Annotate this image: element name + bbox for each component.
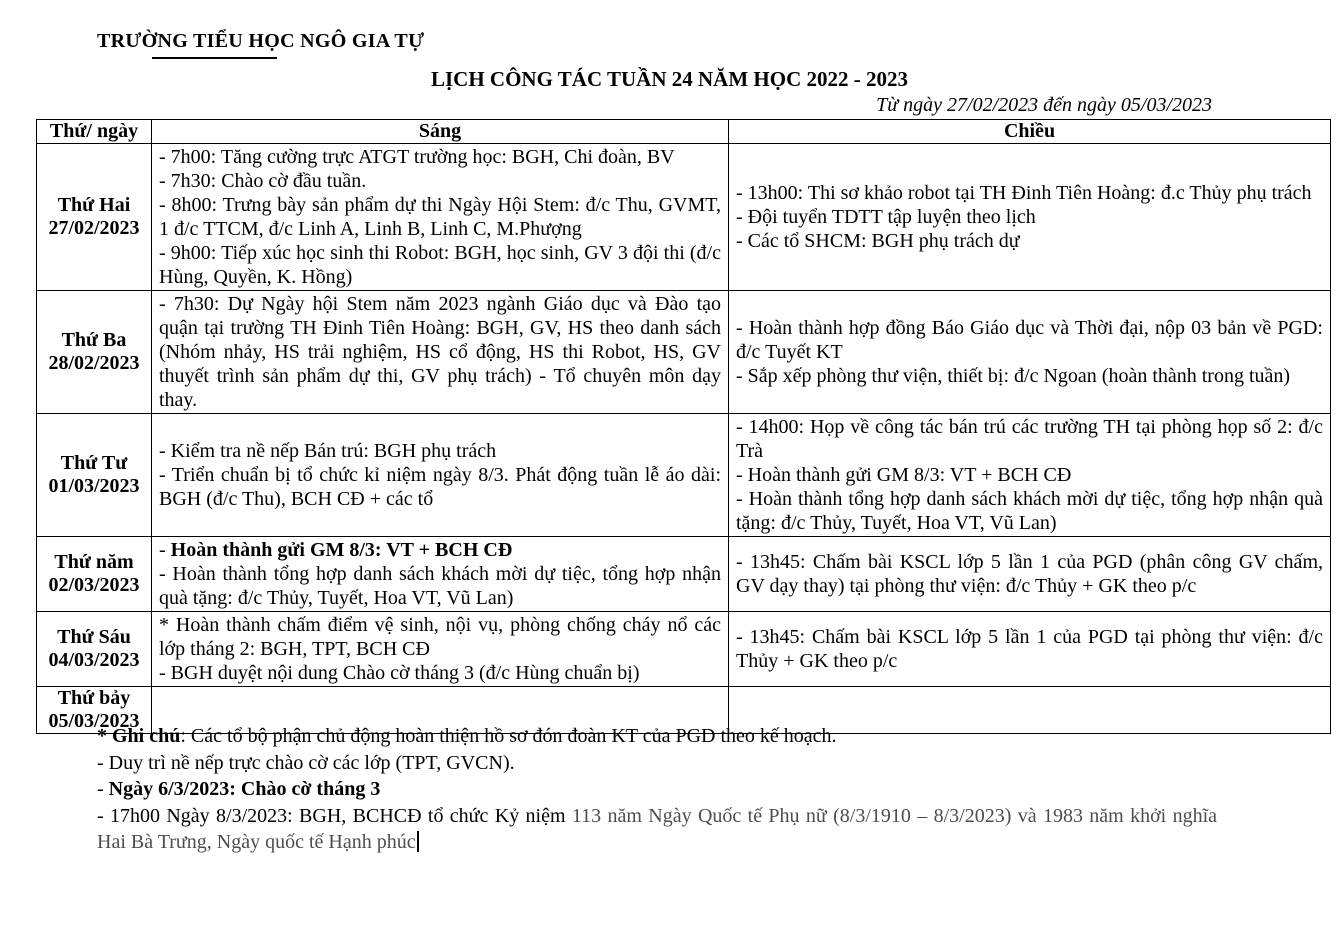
text-segment: * Ghi chú	[97, 725, 181, 747]
note-line	[97, 750, 1217, 777]
text-segment: - 13h45: Chấm bài KSCL lớp 5 lần 1 của PGD tại phòng thư viện: đ/c Thủy + GK theo p/c	[736, 626, 1323, 672]
schedule-item	[159, 292, 721, 412]
text-segment: - Các tổ SHCM: BGH phụ trách dự	[736, 230, 1020, 252]
schedule-item	[159, 613, 721, 661]
table-row	[37, 612, 1331, 687]
text-segment: - Kiểm tra nề nếp Bán trú: BGH phụ trách	[159, 440, 497, 462]
document-title: LỊCH CÔNG TÁC TUẦN 24 NĂM HỌC 2022 - 2023	[431, 67, 908, 91]
afternoon-cell[interactable]	[729, 291, 1331, 414]
note-line	[97, 803, 1217, 856]
header-day[interactable]: Thứ/ ngày	[37, 120, 152, 144]
text-segment: - Sắp xếp phòng thư viện, thiết bị: đ/c Ngoan (hoàn thành trong tuần)	[736, 365, 1291, 387]
school-name-underline	[152, 57, 277, 59]
text-segment: - Hoàn thành hợp đồng Báo Giáo dục và Thời đại, nộp 03 bản về PGD: đ/c Tuyết KT	[736, 317, 1323, 363]
day-name: Thứ bảy	[57, 687, 131, 709]
day-date: 28/02/2023	[48, 352, 140, 374]
schedule-item	[736, 550, 1323, 598]
afternoon-cell[interactable]	[729, 144, 1331, 291]
text-segment: - 13h00: Thi sơ khảo robot tại TH Đinh Tiên Hoàng: đ.c Thủy phụ trách	[736, 182, 1312, 204]
text-segment: - Hoàn thành tổng hợp danh sách khách mời dự tiệc, tổng hợp nhận quà tặng: đ/c Thủy, Tuyết, Hoa VT, Vũ Lan)	[159, 563, 721, 609]
text-segment: - 7h30: Dự Ngày hội Stem năm 2023 ngành Giáo dục và Đào tạo quận tại trường TH Đinh Tiên Hoàng: BGH, GV, HS theo danh sách (Nhóm nhảy, HS trải nghiệm, HS cổ động, HS thi Robot, HS, GV thuyết trình sản phẩm dự thi, GV phụ trách) - Tổ chuyên môn dạy thay.	[159, 293, 721, 411]
schedule-item	[736, 316, 1323, 364]
morning-cell[interactable]	[152, 291, 729, 414]
day-name: Thứ năm	[54, 551, 134, 573]
schedule-item	[736, 415, 1323, 463]
day-name: Thứ Ba	[61, 329, 127, 351]
text-segment: - Hoàn thành tổng hợp danh sách khách mời dự tiệc, tổng hợp nhận quà tặng: đ/c Thủy, Tuyết, Hoa VT, Vũ Lan)	[736, 488, 1323, 534]
schedule-item	[159, 538, 721, 562]
text-segment: - 14h00: Họp về công tác bán trú các trường TH tại phòng họp số 2: đ/c Trà	[736, 416, 1323, 462]
morning-cell[interactable]	[152, 537, 729, 612]
text-segment: - Duy trì nề nếp trực chào cờ các lớp (TPT, GVCN).	[97, 751, 515, 774]
day-name: Thứ Tư	[60, 452, 128, 474]
schedule-table	[36, 119, 1331, 734]
schedule-item	[159, 145, 721, 169]
header-morning[interactable]: Sáng	[152, 120, 729, 144]
text-segment: * Hoàn thành chấm điểm vệ sinh, nội vụ, phòng chống cháy nổ các lớp tháng 2: BGH, TPT, BCH CĐ	[159, 614, 721, 660]
text-segment: - Đội tuyển TDTT tập luyện theo lịch	[736, 206, 1036, 228]
table-row	[37, 144, 1331, 291]
morning-cell[interactable]	[152, 414, 729, 537]
afternoon-cell[interactable]	[729, 537, 1331, 612]
schedule-item	[159, 193, 721, 241]
typed-text-segment: 113 năm Ngày Quốc tế Phụ nữ (8/3/1910 – 8/3/2023) và 1983 năm khởi nghĩa Hai Bà Trưng, Ngày quốc tế Hạnh phúc	[97, 804, 1217, 853]
note-line	[97, 776, 1217, 803]
schedule-table-body	[37, 144, 1331, 734]
text-segment: - Triển chuẩn bị tổ chức kỉ niệm ngày 8/3. Phát động tuần lễ áo dài: BGH (đ/c Thu), BCH CĐ + các tổ	[159, 464, 721, 510]
afternoon-cell[interactable]	[729, 414, 1331, 537]
table-row	[37, 537, 1331, 612]
table-row	[37, 291, 1331, 414]
text-segment: - 8h00: Trưng bày sản phẩm dự thi Ngày Hội Stem: đ/c Thu, GVMT, 1 đ/c TTCM, đ/c Linh A, Linh B, Linh C, M.Phượng	[159, 194, 721, 240]
morning-cell[interactable]	[152, 144, 729, 291]
schedule-item	[159, 241, 721, 289]
schedule-item	[736, 364, 1323, 388]
day-name: Thứ Hai	[57, 194, 131, 216]
schedule-item	[159, 562, 721, 610]
table-row	[37, 414, 1331, 537]
text-segment: - 7h00: Tăng cường trực ATGT trường học: BGH, Chi đoàn, BV	[159, 146, 675, 168]
header-row	[37, 120, 1331, 144]
day-cell[interactable]	[37, 144, 152, 291]
day-date: 27/02/2023	[48, 217, 140, 239]
schedule-item	[736, 625, 1323, 673]
day-cell[interactable]	[37, 291, 152, 414]
text-segment: : Các tổ bộ phận chủ động hoàn thiện hồ sơ đón đoàn KT của PGD theo kế hoạch.	[180, 725, 837, 747]
text-segment: Hoàn thành gửi GM 8/3: VT + BCH CĐ	[170, 539, 513, 561]
schedule-item	[159, 463, 721, 511]
morning-cell[interactable]	[152, 612, 729, 687]
text-segment: -	[97, 778, 109, 800]
text-segment: - 17h00 Ngày 8/3/2023: BGH, BCHCĐ tổ chức Kỷ niệm	[97, 804, 572, 827]
schedule-item	[736, 487, 1323, 535]
schedule-item	[159, 169, 721, 193]
text-segment: -	[159, 539, 171, 561]
schedule-item	[736, 229, 1323, 253]
afternoon-cell[interactable]	[729, 612, 1331, 687]
day-date: 02/03/2023	[48, 574, 140, 596]
text-segment: - 7h30: Chào cờ đầu tuần.	[159, 170, 367, 192]
day-date: 01/03/2023	[48, 475, 140, 497]
text-segment: Ngày 6/3/2023: Chào cờ tháng 3	[108, 778, 381, 800]
day-date: 04/03/2023	[48, 649, 140, 671]
day-name: Thứ Sáu	[57, 626, 131, 648]
date-range: Từ ngày 27/02/2023 đến ngày 05/03/2023	[876, 94, 1212, 116]
schedule-item	[736, 205, 1323, 229]
school-name: TRƯỜNG TIỂU HỌC NGÔ GIA TỰ	[97, 30, 425, 52]
day-cell[interactable]	[37, 612, 152, 687]
day-date: 05/03/2023	[48, 710, 140, 732]
day-cell[interactable]	[37, 537, 152, 612]
day-cell[interactable]	[37, 414, 152, 537]
text-cursor	[417, 831, 419, 852]
text-segment: - 9h00: Tiếp xúc học sinh thi Robot: BGH, học sinh, GV 3 đội thi (đ/c Hùng, Quyền, K. Hồng)	[159, 242, 721, 288]
header-afternoon[interactable]: Chiều	[729, 120, 1331, 144]
schedule-item	[159, 661, 721, 685]
text-segment: - 13h45: Chấm bài KSCL lớp 5 lần 1 của PGD (phân công GV chấm, GV dạy thay) tại phòng thư viện: đ/c Thủy + GK theo p/c	[736, 551, 1323, 597]
schedule-item	[736, 181, 1323, 205]
schedule-item	[159, 439, 721, 463]
schedule-table-header	[37, 120, 1331, 144]
text-segment: - BGH duyệt nội dung Chào cờ tháng 3 (đ/c Hùng chuẩn bị)	[159, 662, 640, 684]
schedule-item	[736, 463, 1323, 487]
notes-section[interactable]	[97, 723, 1217, 856]
note-line	[97, 723, 1217, 750]
text-segment: - Hoàn thành gửi GM 8/3: VT + BCH CĐ	[736, 464, 1072, 486]
